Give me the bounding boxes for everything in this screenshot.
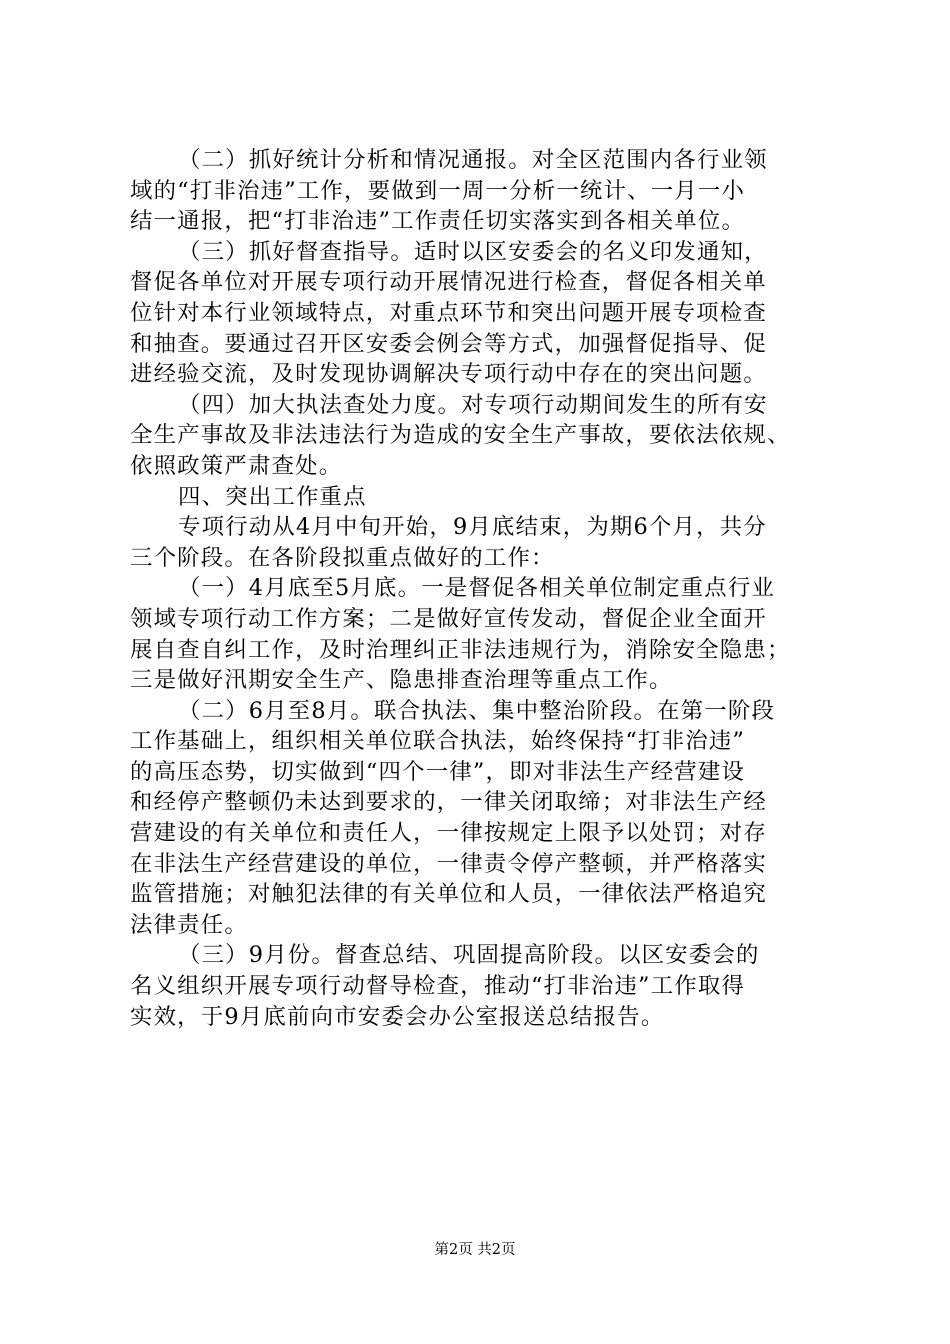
text-line: 营建设的有关单位和责任人，一律按规定上限予以处罚；对存 [130, 820, 767, 847]
text-line: （二）6月至8月。联合执法、集中整治阶段。在第一阶段 [178, 697, 776, 724]
text-line: 督促各单位对开展专项行动开展情况进行检查，督促各相关单 [130, 269, 767, 296]
text-line: 三个阶段。在各阶段拟重点做好的工作： [130, 544, 555, 571]
text-line: 工作基础上，组织相关单位联合执法，始终保持“打非治违” [130, 728, 746, 755]
text-line: 专项行动从4月中旬开始，9月底结束，为期6个月，共分 [178, 514, 767, 541]
text-line: （三）9月份。督查总结、巩固提高阶段。以区安委会的 [178, 942, 760, 969]
text-line: 名义组织开展专项行动督导检查，推动“打非治违”工作取得 [130, 973, 746, 1000]
text-line: （二）抓好统计分析和情况通报。对全区范围内各行业领 [178, 147, 768, 173]
text-line: 法律责任。 [130, 911, 248, 938]
text-line: 领域专项行动工作方案；二是做好宣传发动，督促企业全面开 [130, 605, 767, 632]
text-line: 三是做好汛期安全生产、隐患排查治理等重点工作。 [130, 667, 673, 694]
text-line: 展自查自纠工作，及时治理纠正非法违规行为，消除安全隐患； [130, 636, 791, 663]
text-line: 的高压态势，切实做到“四个一律”，即对非法生产经营建设 [130, 758, 746, 785]
section-heading: 四、突出工作重点 [178, 483, 367, 510]
text-line: 依照政策严肃查处。 [130, 452, 343, 479]
text-line: 域的“打非治违”工作，要做到一周一分析一统计、一月一小 [130, 177, 746, 204]
text-line: （四）加大执法查处力度。对专项行动期间发生的所有安 [178, 391, 768, 418]
text-line: 实效，于9月底前向市安委会办公室报送总结报告。 [130, 1003, 665, 1030]
text-line: 进经验交流，及时发现协调解决专项行动中存在的突出问题。 [130, 361, 767, 388]
text-line: 在非法生产经营建设的单位，一律责令停产整顿，并严格落实 [130, 850, 767, 877]
page-number-footer: 第2页 共2页 [434, 1242, 516, 1258]
text-line: 全生产事故及非法违法行为造成的安全生产事故，要依法依规、 [130, 422, 791, 449]
text-line: 和经停产整顿仍未达到要求的，一律关闭取缔；对非法生产经 [130, 789, 767, 816]
text-line: 位针对本行业领域特点，对重点环节和突出问题开展专项检查 [130, 299, 767, 326]
document-body [130, 145, 840, 1032]
text-line: （一）4月底至5月底。一是督促各相关单位制定重点行业 [178, 575, 776, 602]
text-line: 结一通报，把“打非治违”工作责任切实落实到各相关单位。 [130, 208, 746, 235]
text-line: 和抽查。要通过召开区安委会例会等方式，加强督促指导、促 [130, 330, 767, 357]
text-line: 监管措施；对触犯法律的有关单位和人员，一律依法严格追究 [130, 881, 767, 908]
text-line: （三）抓好督查指导。适时以区安委会的名义印发通知， [178, 238, 768, 265]
